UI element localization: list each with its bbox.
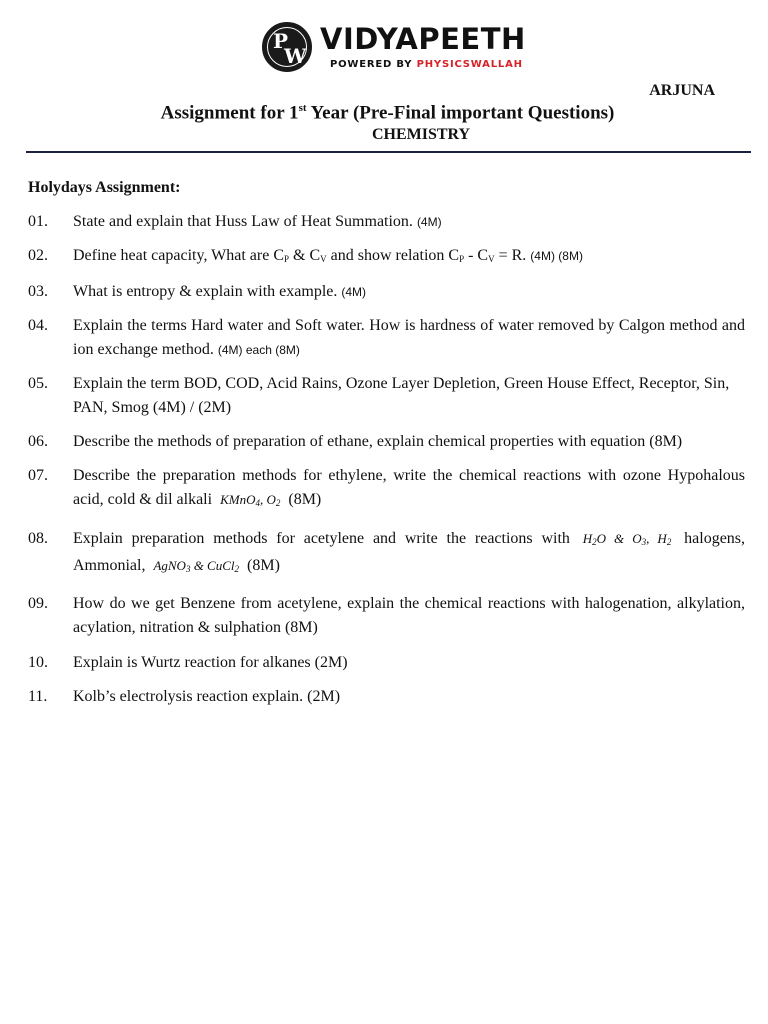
question-item: 06. Describe the methods of preparation of ethane, explain chemical properties with equation (8M)	[28, 433, 683, 450]
brand-name: VIDYAPEETH	[320, 22, 526, 56]
subject-title: CHEMISTRY	[371, 126, 471, 143]
question-item: 01. State and explain that Huss Law of Heat Summation. (4M)	[28, 213, 442, 230]
header-divider	[26, 151, 751, 153]
assignment-title: Assignment for 1st Year (Pre-Final important Questions)	[160, 102, 615, 124]
section-title: Holydays Assignment:	[28, 179, 181, 196]
question-item: 02. Define heat capacity, What are $C_P$ & $C_V$ and show relation $C_P - C_V = R$. (4M) (8M)	[28, 247, 583, 264]
question-item: 09. How do we get Benzene from acetylene, explain the chemical reactions with halogenation, alkylation, acylation, nitration & sulphation (8M)	[28, 595, 745, 636]
pw-logo-icon: P W	[262, 22, 312, 72]
question-item: 07. Describe the preparation methods for ethylene, write the chemical reactions with ozone Hypohalous acid, cold & dil alkali KMnO$_4$, $O_2$ (8M)	[28, 467, 745, 508]
question-item: 08. Explain preparation methods for acetylene and write the reactions with $H_2O$ & $O_3$, $H_2$ halogens, Ammonial, AgNO$_3$ & CuCl$_2$ (8M)	[28, 530, 746, 574]
question-item: 04. Explain the terms Hard water and Soft water. How is hardness of water removed by Calgon method and ion exchange method. (4M) each (8M)	[28, 317, 745, 358]
question-item: 03. What is entropy & explain with example. (4M)	[28, 283, 367, 300]
question-item: 10. Explain is Wurtz reaction for alkanes (2M)	[28, 654, 348, 671]
batch-name: ARJUNA	[649, 82, 715, 99]
powered-by: POWERED BY PHYSICSWALLAH	[330, 59, 523, 70]
question-item: 05. Explain the term BOD, COD, Acid Rains, Ozone Layer Depletion, Green House Effect, Receptor, Sin, PAN, Smog (4M) / (2M)	[28, 375, 730, 416]
pw-vidyapeeth-logo	[262, 22, 526, 76]
question-item: 11. Kolb’s electrolysis reaction explain. (2M)	[28, 688, 341, 705]
